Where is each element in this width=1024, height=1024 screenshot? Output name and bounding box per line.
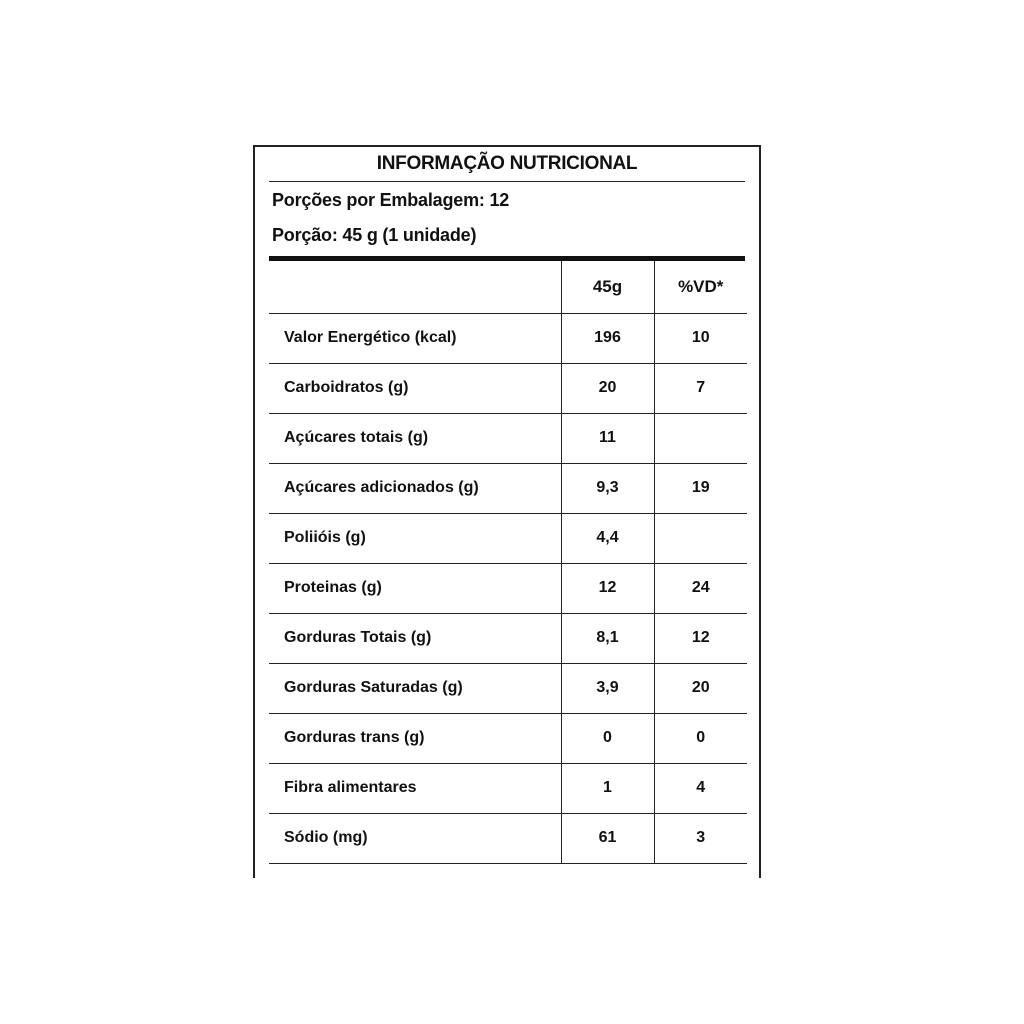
nutrition-table <box>269 261 747 864</box>
nutrition-facts-label <box>253 145 761 878</box>
header-daily-value-cell: %VD* <box>654 261 747 313</box>
nutrient-quantity: 0 <box>561 713 654 763</box>
table-row <box>269 463 747 513</box>
nutrient-daily-value: 24 <box>654 563 747 613</box>
serving-size: Porção: 45 g (1 unidade) <box>272 225 477 245</box>
table-row <box>269 663 747 713</box>
nutrient-quantity: 1 <box>561 763 654 813</box>
table-row <box>269 513 747 563</box>
nutrient-daily-value <box>654 413 747 463</box>
nutrient-name: Valor Energético (kcal) <box>269 313 561 363</box>
table-row <box>269 563 747 613</box>
nutrient-quantity: 196 <box>561 313 654 363</box>
nutrient-quantity: 61 <box>561 813 654 863</box>
nutrient-name: Gorduras Totais (g) <box>269 613 561 663</box>
servings-per-package: Porções por Embalagem: 12 <box>272 190 510 210</box>
nutrient-quantity: 4,4 <box>561 513 654 563</box>
table-header-row <box>269 261 747 313</box>
nutrient-name: Açúcares adicionados (g) <box>269 463 561 513</box>
header-name-cell <box>269 261 561 313</box>
nutrient-quantity: 9,3 <box>561 463 654 513</box>
nutrient-quantity: 3,9 <box>561 663 654 713</box>
label-title: INFORMAÇÃO NUTRICIONAL <box>376 153 638 174</box>
nutrient-daily-value: 19 <box>654 463 747 513</box>
nutrient-daily-value: 10 <box>654 313 747 363</box>
nutrient-daily-value: 4 <box>654 763 747 813</box>
table-row <box>269 713 747 763</box>
table-row <box>269 613 747 663</box>
nutrient-name: Gorduras Saturadas (g) <box>269 663 561 713</box>
nutrient-name: Sódio (mg) <box>269 813 561 863</box>
nutrient-name: Poliióis (g) <box>269 513 561 563</box>
table-row <box>269 413 747 463</box>
nutrient-quantity: 12 <box>561 563 654 613</box>
nutrient-daily-value: 0 <box>654 713 747 763</box>
table-row <box>269 813 747 863</box>
nutrient-daily-value: 3 <box>654 813 747 863</box>
nutrient-daily-value <box>654 513 747 563</box>
nutrient-name: Açúcares totais (g) <box>269 413 561 463</box>
header-quantity-cell: 45g <box>561 261 654 313</box>
nutrient-name: Carboidratos (g) <box>269 363 561 413</box>
nutrient-daily-value: 7 <box>654 363 747 413</box>
table-row <box>269 313 747 363</box>
nutrient-quantity: 20 <box>561 363 654 413</box>
nutrient-name: Gorduras trans (g) <box>269 713 561 763</box>
title-divider <box>269 181 745 182</box>
table-row <box>269 763 747 813</box>
nutrient-daily-value: 12 <box>654 613 747 663</box>
nutrient-name: Fibra alimentares <box>269 763 561 813</box>
nutrient-quantity: 11 <box>561 413 654 463</box>
nutrient-quantity: 8,1 <box>561 613 654 663</box>
nutrient-name: Proteinas (g) <box>269 563 561 613</box>
table-row <box>269 363 747 413</box>
nutrient-daily-value: 20 <box>654 663 747 713</box>
